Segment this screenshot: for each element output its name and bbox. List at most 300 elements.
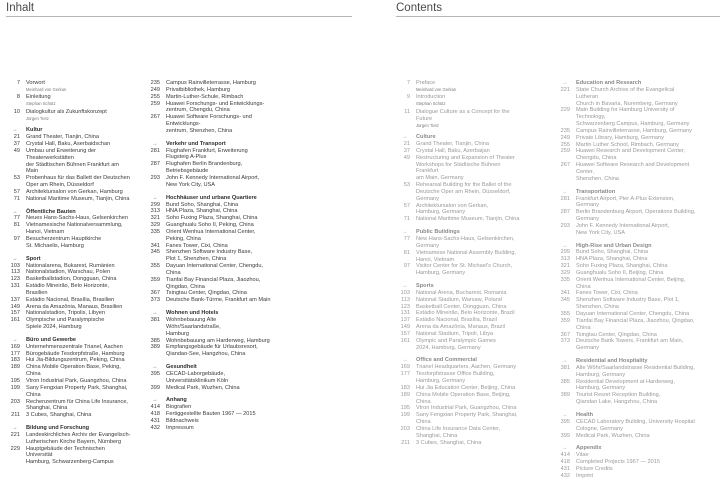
entry-title: John F. Kennedy International Airport, New York City, USA [166, 174, 260, 188]
page-number: 432 [150, 424, 160, 431]
toc-entry[interactable] [6, 175, 132, 189]
page-number: 211 [401, 439, 410, 446]
entry-title: National Stadium, Tripoli, Libya [416, 330, 494, 337]
entry-title: Umbau und Erweiterung der Theaterwerkstätten der Städtischen Bühnen Frankfurt am Main [26, 147, 119, 175]
entry-title: Bildnachweis [166, 417, 199, 424]
arrow-right-icon: → [562, 445, 568, 452]
toc-entry[interactable] [556, 419, 696, 433]
toc-entry[interactable] [146, 229, 272, 243]
toc-entry[interactable] [6, 269, 132, 276]
toc-entry[interactable] [396, 338, 522, 352]
title-rule [6, 16, 352, 17]
toc-entry[interactable] [556, 332, 696, 339]
toc-entry[interactable] [146, 114, 272, 135]
toc-entry[interactable] [146, 297, 272, 304]
page-number: 229 [560, 107, 570, 114]
entry-title: Campus Rainvilleterrasse, Hamburg [166, 80, 256, 86]
page-number: 287 [560, 209, 570, 216]
entry-title: China Mobile Operation Base, Peking, China [26, 364, 121, 378]
entry-title: Visitor Center for St. Michael's Church, Hamburg, Germany [416, 263, 513, 277]
page-number: 373 [560, 338, 570, 345]
entry-title: National Stadium, Warsaw, Poland [416, 296, 502, 303]
entry-title: Huawei Research and Development Center, Chengdu, China [576, 148, 686, 162]
toc-entry[interactable] [6, 276, 132, 283]
toc-entry[interactable] [396, 216, 522, 223]
toc-entry[interactable] [396, 385, 522, 392]
toc-entry[interactable] [396, 203, 522, 217]
entry-title: Neues Hans-Sachs-Haus, Gelsenkirchen [26, 215, 128, 222]
section-title: Hochhäuser und urbane Quartiere [166, 194, 257, 201]
entry-title: China Mobile Operation Base, Beijing, China [416, 391, 511, 405]
entry-title: Grand Theater, Tianjin, China [416, 141, 489, 147]
entry-title: Campus Rainvilleterrasse, Hamburg, Germany [576, 127, 692, 134]
entry-title: National Arena, Bucharest, Romania [416, 289, 507, 296]
section-heading [6, 337, 132, 344]
entry-title: Estádio Nacional, Brasília, Brazil [416, 317, 497, 324]
toc-entry[interactable] [396, 405, 522, 412]
section-heading [556, 412, 696, 419]
toc-entry[interactable] [6, 196, 132, 203]
page-number: 335 [560, 276, 570, 283]
toc-entry[interactable] [6, 141, 132, 148]
toc-entry[interactable] [146, 87, 272, 94]
toc-entry[interactable] [6, 432, 132, 446]
entry-title: Medical Park, Wuzhen, China [576, 432, 650, 439]
entry-title: Berlin Brandenburg Airport, Operations Building, Germany [576, 209, 696, 223]
section-title: Health [576, 411, 594, 418]
page-number: 137 [10, 296, 20, 303]
page-number: 359 [560, 317, 570, 324]
toc-entry[interactable] [146, 385, 272, 392]
page-number: 177 [10, 350, 20, 357]
page-number: 287 [150, 161, 160, 168]
entry-title: Private Library, Hamburg, Germany [576, 134, 664, 141]
arrow-right-icon: → [402, 229, 408, 236]
section-title: Culture [416, 134, 436, 141]
entry-title: Vitae [576, 452, 589, 459]
page-number: 97 [403, 263, 410, 270]
toc-entry[interactable] [146, 263, 272, 277]
page-number: 123 [400, 303, 410, 310]
page-title: Contents [396, 2, 443, 14]
page-number: 345 [560, 297, 570, 304]
section-heading [556, 445, 696, 452]
entry-title: Guanghualu Soho II, Peking, China [166, 222, 254, 229]
toc-entry[interactable] [6, 236, 132, 250]
toc-entry[interactable] [396, 412, 522, 426]
toc-entry[interactable] [556, 148, 696, 162]
entry-title: Nationalarena, Bukarest, Rumänien [26, 262, 115, 269]
entry-title: Fanes Tower, Cixi, China [576, 290, 638, 297]
page-number: 235 [150, 80, 160, 86]
entry-title: Martin-Luther-Schule, Rimbach [166, 93, 244, 100]
page-number: 7 [16, 80, 20, 86]
section-title: Education and Research [576, 80, 642, 86]
arrow-right-icon: → [562, 242, 568, 249]
arrow-right-icon: → [402, 283, 408, 290]
toc-entry[interactable] [396, 317, 522, 324]
page-title: Inhalt [6, 2, 35, 14]
entry-title: HNA Plaza, Shanghai, China [576, 256, 648, 263]
toc-entry[interactable] [6, 94, 132, 106]
page-number: 161 [400, 337, 410, 344]
entry-title: Vietnamese National Assembly Building, Hanoi, Vietnam [416, 249, 517, 263]
section-title: Appendix [576, 445, 602, 452]
section-heading [6, 209, 132, 216]
toc-entry[interactable] [396, 392, 522, 406]
toc-entry[interactable] [146, 243, 272, 250]
entry-title: Soho Fuxing Plaza, Shanghai, China [166, 215, 258, 222]
page-number: 414 [560, 452, 570, 459]
page-number: 381 [560, 364, 570, 371]
toc-entry[interactable] [6, 283, 132, 297]
section-title: Büro und Gewerbe [26, 336, 77, 343]
entry-title: Tianfai Bay Financial Plaza, Jiaozhou, Qingdao, China [576, 317, 695, 331]
entry-author: Meinhard von Gerkan [416, 86, 457, 92]
toc-entry[interactable] [556, 290, 696, 297]
page-number: 81 [403, 249, 410, 256]
toc-entry[interactable] [396, 304, 522, 311]
toc-entry[interactable] [556, 249, 696, 256]
toc-entry[interactable] [556, 452, 696, 459]
toc-entry[interactable] [146, 404, 272, 411]
page-number: 103 [400, 289, 410, 296]
toc-column-2 [556, 80, 696, 480]
section-heading [146, 141, 272, 148]
toc-entry[interactable] [6, 189, 132, 196]
toc-entry[interactable] [396, 80, 522, 92]
entry-title: Orient Wenhua International Center, Peking, China [166, 228, 256, 242]
toc-entry[interactable] [6, 109, 132, 121]
toc-entry[interactable] [146, 202, 272, 209]
entry-author: Jürgen Tietz [26, 115, 49, 121]
toc-entry[interactable] [6, 344, 132, 351]
entry-title: Bund Soho, Shanghai, China [166, 201, 239, 208]
page-number: 195 [10, 378, 20, 384]
toc-entry[interactable] [146, 290, 272, 297]
page-number: 259 [150, 100, 160, 107]
toc-entry[interactable] [556, 135, 696, 142]
page-number: 183 [10, 357, 20, 364]
entry-title: Estádio Nacional, Brasília, Brasilien [26, 296, 115, 303]
entry-title: National Maritime Museum, Tianjin, China [416, 216, 520, 223]
page-number: 313 [560, 256, 570, 263]
arrow-right-icon: → [562, 188, 568, 195]
toc-entry[interactable] [556, 142, 696, 149]
page-number: 355 [150, 263, 160, 270]
toc-entry[interactable] [396, 297, 522, 304]
page-number: 77 [403, 235, 410, 242]
toc-entry[interactable] [556, 392, 696, 406]
toc-entry[interactable] [556, 277, 696, 291]
toc-entry[interactable] [556, 379, 696, 393]
page-number: 9 [406, 94, 410, 101]
toc-entry[interactable] [396, 250, 522, 264]
page-number: 255 [150, 93, 160, 100]
title-rule [396, 16, 720, 17]
entry-title: Deutsche Bank-Türme, Frankfurt am Main [166, 297, 271, 304]
section-heading [556, 80, 696, 87]
toc-column-2 [146, 80, 272, 432]
page-number: 389 [560, 392, 570, 399]
arrow-right-icon: → [562, 358, 568, 365]
toc-entry[interactable] [6, 263, 132, 270]
entry-title: Sany Fengxian Property Park, Shanghai, China [416, 412, 518, 426]
section-heading [396, 283, 522, 290]
toc-entry[interactable] [396, 94, 522, 106]
toc-entry[interactable] [146, 344, 272, 358]
toc-entry[interactable] [396, 109, 522, 128]
entry-title: Tsingtau Center, Qingdao, China [166, 290, 247, 297]
page-number: 221 [560, 86, 570, 93]
toc-page-english [360, 0, 720, 484]
toc-entry[interactable] [556, 223, 696, 237]
section-heading [556, 243, 696, 250]
entry-title: Introduction [416, 94, 446, 101]
entry-title: Empfangsgebäude für Urlaubsresort, Qiandao-See, Hangzhou, China [166, 344, 258, 358]
toc-entry[interactable] [556, 297, 696, 311]
entry-author: Jürgen Tietz [416, 122, 439, 128]
toc-entry[interactable] [6, 378, 132, 385]
entry-title: Orient Wenhua International Center, Beijing, China [576, 276, 686, 290]
toc-entry[interactable] [396, 155, 522, 182]
page-number: 399 [560, 432, 570, 439]
entry-title: Residential Development at Harderweg, Hamburg, Germany [576, 378, 675, 392]
page-number: 432 [560, 472, 570, 479]
toc-entry[interactable] [556, 433, 696, 440]
page-number: 21 [403, 141, 410, 147]
page-number: 131 [400, 310, 410, 317]
entry-title: Basketballstadion, Dongguan, China [26, 276, 117, 283]
toc-entry[interactable] [6, 399, 132, 413]
entry-title: Grand Theater, Tianjin, China [26, 134, 99, 141]
entry-title: Vtron Industrial Park, Guangzhou, China [416, 405, 517, 412]
toc-entry[interactable] [146, 277, 272, 291]
section-title: Bildung und Forschung [26, 425, 90, 432]
toc-entry[interactable] [556, 87, 696, 108]
entry-title: State Church Archive of the Evangelical Lutheran Church in Bavaria, Nuremberg, Germany [576, 86, 678, 107]
entry-title: Sany Fengxian Property Park, Shanghai, China [26, 384, 128, 398]
toc-column-1 [396, 80, 522, 446]
page-number: 169 [400, 364, 410, 371]
page-number: 293 [150, 174, 160, 181]
toc-entry[interactable] [146, 222, 272, 229]
toc-entry[interactable] [556, 128, 696, 135]
entry-title: Olympische und Paralympische Spiele 2024, Hamburg [26, 317, 105, 331]
toc-entry[interactable] [146, 371, 272, 385]
toc-entry[interactable] [556, 256, 696, 263]
toc-entry[interactable] [396, 371, 522, 385]
toc-entry[interactable] [146, 418, 272, 425]
entry-title: Olympic and Paralympic Games 2024, Hamburg, Germany [416, 337, 496, 351]
entry-title: Unternehmenszentrale Trianel, Aachen [26, 343, 123, 350]
page-number: 341 [150, 242, 160, 249]
page-number: 57 [13, 188, 20, 195]
toc-entry[interactable] [6, 364, 132, 378]
toc-entry[interactable] [396, 182, 522, 203]
entry-title: Estádio Mineirão, Belo Horizonte, Brazil [416, 310, 515, 317]
toc-entry[interactable] [6, 351, 132, 358]
entry-title: Tsingtau Center, Qingdao, China [576, 331, 657, 338]
toc-entry[interactable] [146, 425, 272, 432]
toc-entry[interactable] [396, 426, 522, 440]
toc-entry[interactable] [146, 317, 272, 338]
toc-entry[interactable] [146, 411, 272, 418]
toc-entry[interactable] [556, 270, 696, 277]
toc-entry[interactable] [6, 80, 132, 92]
page-number: 321 [560, 263, 570, 270]
page-number: 329 [150, 222, 160, 229]
toc-entry[interactable] [396, 324, 522, 331]
page-number: 367 [560, 331, 570, 338]
toc-entry[interactable] [6, 310, 132, 317]
entry-title: Hauptgebäude der Technischen Universität Hamburg, Schwarzenberg-Campus [26, 445, 114, 466]
toc-entry[interactable] [556, 162, 696, 183]
entry-title: Restructuring and Expansion of Theater Workshops for Städtische Bühnen Frankfurt am Main, Germany [416, 154, 515, 182]
section-title: Sport [26, 255, 41, 262]
section-title: Verkehr und Transport [166, 140, 226, 147]
toc-entry[interactable] [556, 459, 696, 466]
toc-entry[interactable] [146, 101, 272, 115]
toc-entry[interactable] [146, 94, 272, 101]
entry-title: Alte Wöhr/Saarlandstrasse Residential Building, Hamburg, Germany [576, 364, 695, 378]
toc-column-1 [6, 80, 132, 466]
toc-entry[interactable] [556, 365, 696, 379]
toc-entry[interactable] [146, 80, 272, 87]
toc-entry[interactable] [6, 297, 132, 304]
entry-title: Crystal Hall, Baku, Azerbaijan [416, 147, 490, 154]
page-number: 71 [403, 216, 410, 223]
arrow-right-icon: → [12, 425, 18, 432]
toc-entry[interactable] [6, 385, 132, 399]
toc-entry[interactable] [396, 290, 522, 297]
page-number: 399 [150, 384, 160, 391]
entry-title: CECAD Laboratory Building, University Hospital Cologne, Germany [576, 418, 695, 432]
entry-title: Rechenzentrum für China Life Insurance, Shanghai, China [26, 398, 128, 412]
toc-entry[interactable] [396, 141, 522, 148]
entry-title: Crystal Hall, Baku, Aserbaidschan [26, 141, 111, 147]
toc-entry[interactable] [556, 209, 696, 223]
section-heading [6, 256, 132, 263]
toc-entry[interactable] [146, 338, 272, 345]
section-title: Kultur [26, 127, 43, 134]
section-title: Öffentliche Bauten [26, 208, 76, 215]
toc-entry[interactable] [556, 196, 696, 210]
arrow-right-icon: → [402, 357, 408, 364]
toc-entry[interactable] [556, 311, 696, 318]
toc-entry[interactable] [146, 175, 272, 189]
entry-title: Shenzhen Software Industry Base, Plot 1, Shenzhen, China [166, 249, 253, 263]
section-title: Anhang [166, 397, 187, 404]
entry-title: Huawei Forschungs- und Entwicklungs- zentrum, Chengdu, China [166, 100, 265, 114]
page-number: 177 [400, 371, 410, 378]
toc-entry[interactable] [6, 317, 132, 331]
page-number: 53 [403, 182, 410, 189]
section-title: Residential and Hospitality [576, 358, 648, 365]
page-number: 157 [10, 310, 20, 317]
page-number: 367 [150, 290, 160, 297]
arrow-right-icon: → [562, 80, 568, 86]
section-heading [396, 229, 522, 236]
toc-entry[interactable] [396, 440, 522, 447]
entry-title: Dayuan International Center, Chengdu, China [576, 311, 690, 317]
toc-entry[interactable] [146, 161, 272, 175]
page-number: 97 [13, 235, 20, 242]
page-number: 113 [401, 296, 410, 303]
page-number: 221 [10, 431, 20, 438]
page-number: 385 [560, 378, 570, 385]
page-number: 113 [11, 269, 20, 276]
toc-entry[interactable] [6, 222, 132, 236]
toc-entry[interactable] [6, 446, 132, 467]
toc-entry[interactable] [556, 107, 696, 128]
toc-entry[interactable] [396, 236, 522, 250]
entry-title: Bürogebäude Tesdorpfstraße, Hamburg [26, 350, 125, 357]
toc-entry[interactable] [6, 134, 132, 141]
entry-title: John F. Kennedy International Airport, New York City, USA [576, 222, 670, 236]
entry-title: Wohnbebauung Alte Wöhr/Saarlandstraße, Hamburg [166, 317, 221, 337]
page-number: 431 [150, 417, 160, 424]
toc-entry[interactable] [146, 249, 272, 263]
page-number: 299 [150, 201, 160, 208]
toc-entry[interactable] [396, 331, 522, 338]
toc-entry[interactable] [146, 215, 272, 222]
page-number: 335 [150, 228, 160, 235]
entry-title: Fanes Tower, Cixi, China [166, 242, 228, 249]
page-number: 199 [10, 384, 20, 391]
arrow-right-icon: → [12, 336, 18, 343]
entry-title: Impressum [166, 424, 194, 431]
toc-entry[interactable] [6, 357, 132, 364]
entry-title: Flughafen Berlin Brandenburg, Betriebsgebäude [166, 161, 243, 175]
toc-entry[interactable] [396, 263, 522, 277]
toc-entry[interactable] [556, 473, 696, 480]
entry-title: Probenhaus für das Ballett der Deutschen Oper am Rhein, Düsseldorf [26, 175, 130, 189]
entry-title: Soho Fuxing Plaza, Shanghai, China [576, 263, 668, 270]
arrow-right-icon: → [402, 134, 408, 141]
toc-entry[interactable] [556, 466, 696, 473]
entry-title: Completed Projects 1967 — 2015 [576, 459, 660, 466]
page-number: 195 [400, 405, 410, 412]
toc-entry[interactable] [396, 148, 522, 155]
entry-title: Architektursalon von Gerkan, Hamburg [26, 188, 123, 195]
toc-entry[interactable] [146, 148, 272, 162]
entry-title: Medical Park, Wuzhen, China [166, 384, 240, 391]
toc-entry[interactable] [396, 364, 522, 371]
entry-title: Landeskirchliches Archiv der Evangelisch- Lutherischen Kirche Bayern, Nürnberg [26, 431, 131, 445]
entry-title: Privatbibliothek, Hamburg [166, 86, 231, 93]
entry-title: Wohnbebauung am Harderweg, Hamburg [166, 337, 270, 344]
page-number: 431 [560, 465, 570, 472]
toc-entry[interactable] [146, 208, 272, 215]
toc-entry[interactable] [6, 304, 132, 311]
entry-title: HNA Plaza, Shanghai, China [166, 208, 238, 215]
page-number: 313 [150, 208, 160, 215]
entry-title: Rehearsal Building for the Ballet of the Deutsche Oper am Rhein, Düsseldorf, Germany [416, 182, 512, 202]
entry-title: Arena da Amazônia, Manaus, Brazil [416, 324, 505, 331]
toc-entry[interactable] [556, 318, 696, 332]
toc-entry[interactable] [6, 148, 132, 175]
toc-entry[interactable] [6, 215, 132, 222]
toc-entry[interactable] [556, 338, 696, 352]
page-number: 53 [13, 175, 20, 182]
toc-entry[interactable] [396, 310, 522, 317]
page-number: 7 [406, 80, 410, 86]
toc-entry[interactable] [6, 412, 132, 419]
entry-title: Deutsche Bank Towers, Frankfurt am Main, Germany [576, 338, 684, 352]
entry-title: Biografien [166, 404, 192, 411]
toc-entry[interactable] [556, 263, 696, 270]
